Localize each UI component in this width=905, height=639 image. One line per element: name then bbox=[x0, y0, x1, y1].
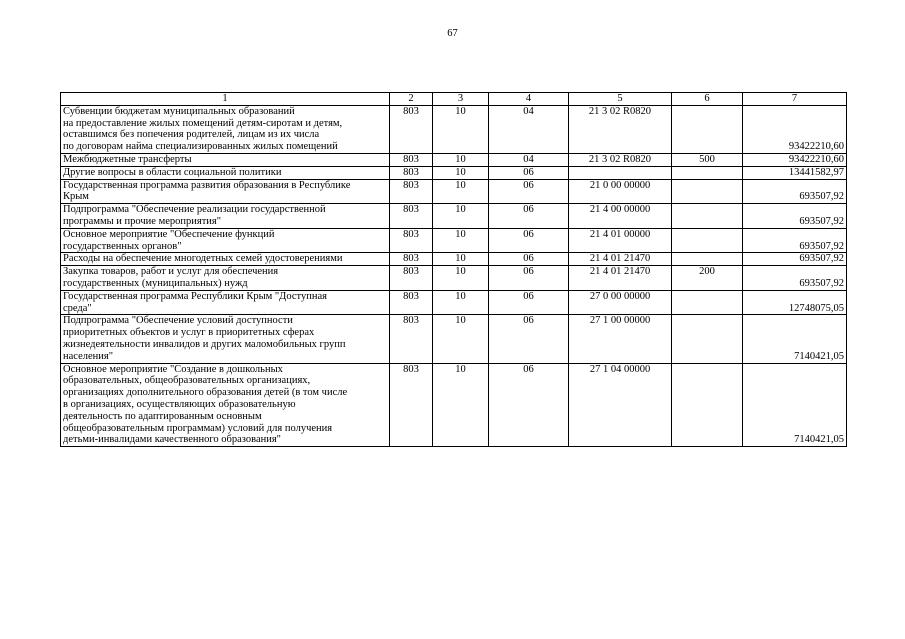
cell-amount: 693507,92 bbox=[743, 204, 847, 229]
column-header: 6 bbox=[672, 93, 743, 106]
cell-section-code: 10 bbox=[433, 166, 489, 179]
row-name: Государственная программа развития образования в Республике Крым bbox=[61, 179, 390, 204]
cell-expense-type bbox=[672, 105, 743, 153]
table-row bbox=[61, 363, 847, 447]
cell-section-code: 10 bbox=[433, 105, 489, 153]
cell-ministry-code: 803 bbox=[390, 228, 433, 253]
cell-section-code: 10 bbox=[433, 315, 489, 363]
column-header: 4 bbox=[489, 93, 569, 106]
cell-target-code: 21 4 01 00000 bbox=[569, 228, 672, 253]
cell-target-code: 21 3 02 R0820 bbox=[569, 153, 672, 166]
cell-ministry-code: 803 bbox=[390, 179, 433, 204]
cell-ministry-code: 803 bbox=[390, 253, 433, 266]
cell-subsection-code: 06 bbox=[489, 290, 569, 315]
row-name: Закупка товаров, работ и услуг для обеспечения государственных (муниципальных) нужд bbox=[61, 266, 390, 291]
cell-amount: 93422210,60 bbox=[743, 105, 847, 153]
cell-section-code: 10 bbox=[433, 253, 489, 266]
cell-ministry-code: 803 bbox=[390, 166, 433, 179]
cell-subsection-code: 06 bbox=[489, 166, 569, 179]
cell-ministry-code: 803 bbox=[390, 204, 433, 229]
cell-target-code: 27 1 00 00000 bbox=[569, 315, 672, 363]
cell-subsection-code: 06 bbox=[489, 315, 569, 363]
cell-amount: 7140421,05 bbox=[743, 315, 847, 363]
cell-target-code bbox=[569, 166, 672, 179]
cell-expense-type bbox=[672, 363, 743, 447]
table-row bbox=[61, 253, 847, 266]
cell-ministry-code: 803 bbox=[390, 153, 433, 166]
row-name: Расходы на обеспечение многодетных семей удостоверениями bbox=[61, 253, 390, 266]
cell-amount: 12748075,05 bbox=[743, 290, 847, 315]
table-row bbox=[61, 228, 847, 253]
cell-expense-type bbox=[672, 228, 743, 253]
cell-expense-type bbox=[672, 290, 743, 315]
row-name: Подпрограмма "Обеспечение реализации государственной программы и прочие мероприятия" bbox=[61, 204, 390, 229]
table-row bbox=[61, 204, 847, 229]
cell-ministry-code: 803 bbox=[390, 290, 433, 315]
page-number: 67 bbox=[447, 28, 458, 39]
cell-amount: 693507,92 bbox=[743, 179, 847, 204]
cell-expense-type bbox=[672, 315, 743, 363]
cell-expense-type bbox=[672, 253, 743, 266]
row-name: Подпрограмма "Обеспечение условий доступности приоритетных объектов и услуг в приоритетных сферах жизнедеятельности инвалидов и других маломобильных групп населения" bbox=[61, 315, 390, 363]
row-name: Основное мероприятие "Обеспечение функций государственных органов" bbox=[61, 228, 390, 253]
cell-target-code: 27 0 00 00000 bbox=[569, 290, 672, 315]
cell-subsection-code: 06 bbox=[489, 363, 569, 447]
cell-target-code: 21 4 00 00000 bbox=[569, 204, 672, 229]
column-header: 1 bbox=[61, 93, 390, 106]
cell-target-code: 27 1 04 00000 bbox=[569, 363, 672, 447]
column-header: 7 bbox=[743, 93, 847, 106]
cell-subsection-code: 06 bbox=[489, 253, 569, 266]
cell-section-code: 10 bbox=[433, 290, 489, 315]
cell-subsection-code: 06 bbox=[489, 179, 569, 204]
cell-ministry-code: 803 bbox=[390, 266, 433, 291]
cell-target-code: 21 0 00 00000 bbox=[569, 179, 672, 204]
cell-ministry-code: 803 bbox=[390, 363, 433, 447]
cell-expense-type: 200 bbox=[672, 266, 743, 291]
cell-expense-type: 500 bbox=[672, 153, 743, 166]
cell-target-code: 21 3 02 R0820 bbox=[569, 105, 672, 153]
cell-section-code: 10 bbox=[433, 266, 489, 291]
cell-ministry-code: 803 bbox=[390, 105, 433, 153]
cell-subsection-code: 06 bbox=[489, 204, 569, 229]
cell-section-code: 10 bbox=[433, 363, 489, 447]
cell-subsection-code: 04 bbox=[489, 105, 569, 153]
cell-target-code: 21 4 01 21470 bbox=[569, 253, 672, 266]
row-name: Межбюджетные трансферты bbox=[61, 153, 390, 166]
cell-section-code: 10 bbox=[433, 153, 489, 166]
row-name: Субвенции бюджетам муниципальных образований на предоставление жилых помещений детям-сиротам и детям, оставшимся без попечения родителей, лицам из их числа по договорам найма специализированных жилых помещений bbox=[61, 105, 390, 153]
cell-subsection-code: 06 bbox=[489, 228, 569, 253]
table-row bbox=[61, 290, 847, 315]
cell-section-code: 10 bbox=[433, 179, 489, 204]
cell-section-code: 10 bbox=[433, 228, 489, 253]
budget-table bbox=[60, 92, 847, 447]
cell-section-code: 10 bbox=[433, 204, 489, 229]
table-row bbox=[61, 266, 847, 291]
table-row bbox=[61, 315, 847, 363]
column-header: 3 bbox=[433, 93, 489, 106]
cell-amount: 693507,92 bbox=[743, 228, 847, 253]
cell-ministry-code: 803 bbox=[390, 315, 433, 363]
cell-expense-type bbox=[672, 179, 743, 204]
cell-target-code: 21 4 01 21470 bbox=[569, 266, 672, 291]
row-name: Государственная программа Республики Крым "Доступная среда" bbox=[61, 290, 390, 315]
cell-amount: 13441582,97 bbox=[743, 166, 847, 179]
table-row bbox=[61, 153, 847, 166]
row-name: Основное мероприятие "Создание в дошкольных образовательных, общеобразовательных организациях, организациях дополнительного образования детей (в том числе в организациях, осуществляющих образовательную деятельность по адаптированным основным общеобразовательным программам) условий для получения детьми-инвалидами качественного образования" bbox=[61, 363, 390, 447]
row-name: Другие вопросы в области социальной политики bbox=[61, 166, 390, 179]
column-header: 5 bbox=[569, 93, 672, 106]
table-row bbox=[61, 105, 847, 153]
cell-amount: 93422210,60 bbox=[743, 153, 847, 166]
cell-amount: 693507,92 bbox=[743, 266, 847, 291]
cell-subsection-code: 04 bbox=[489, 153, 569, 166]
header-row bbox=[61, 93, 847, 106]
cell-expense-type bbox=[672, 204, 743, 229]
column-header: 2 bbox=[390, 93, 433, 106]
table-row bbox=[61, 166, 847, 179]
cell-amount: 693507,92 bbox=[743, 253, 847, 266]
table-row bbox=[61, 179, 847, 204]
cell-amount: 7140421,05 bbox=[743, 363, 847, 447]
cell-subsection-code: 06 bbox=[489, 266, 569, 291]
cell-expense-type bbox=[672, 166, 743, 179]
